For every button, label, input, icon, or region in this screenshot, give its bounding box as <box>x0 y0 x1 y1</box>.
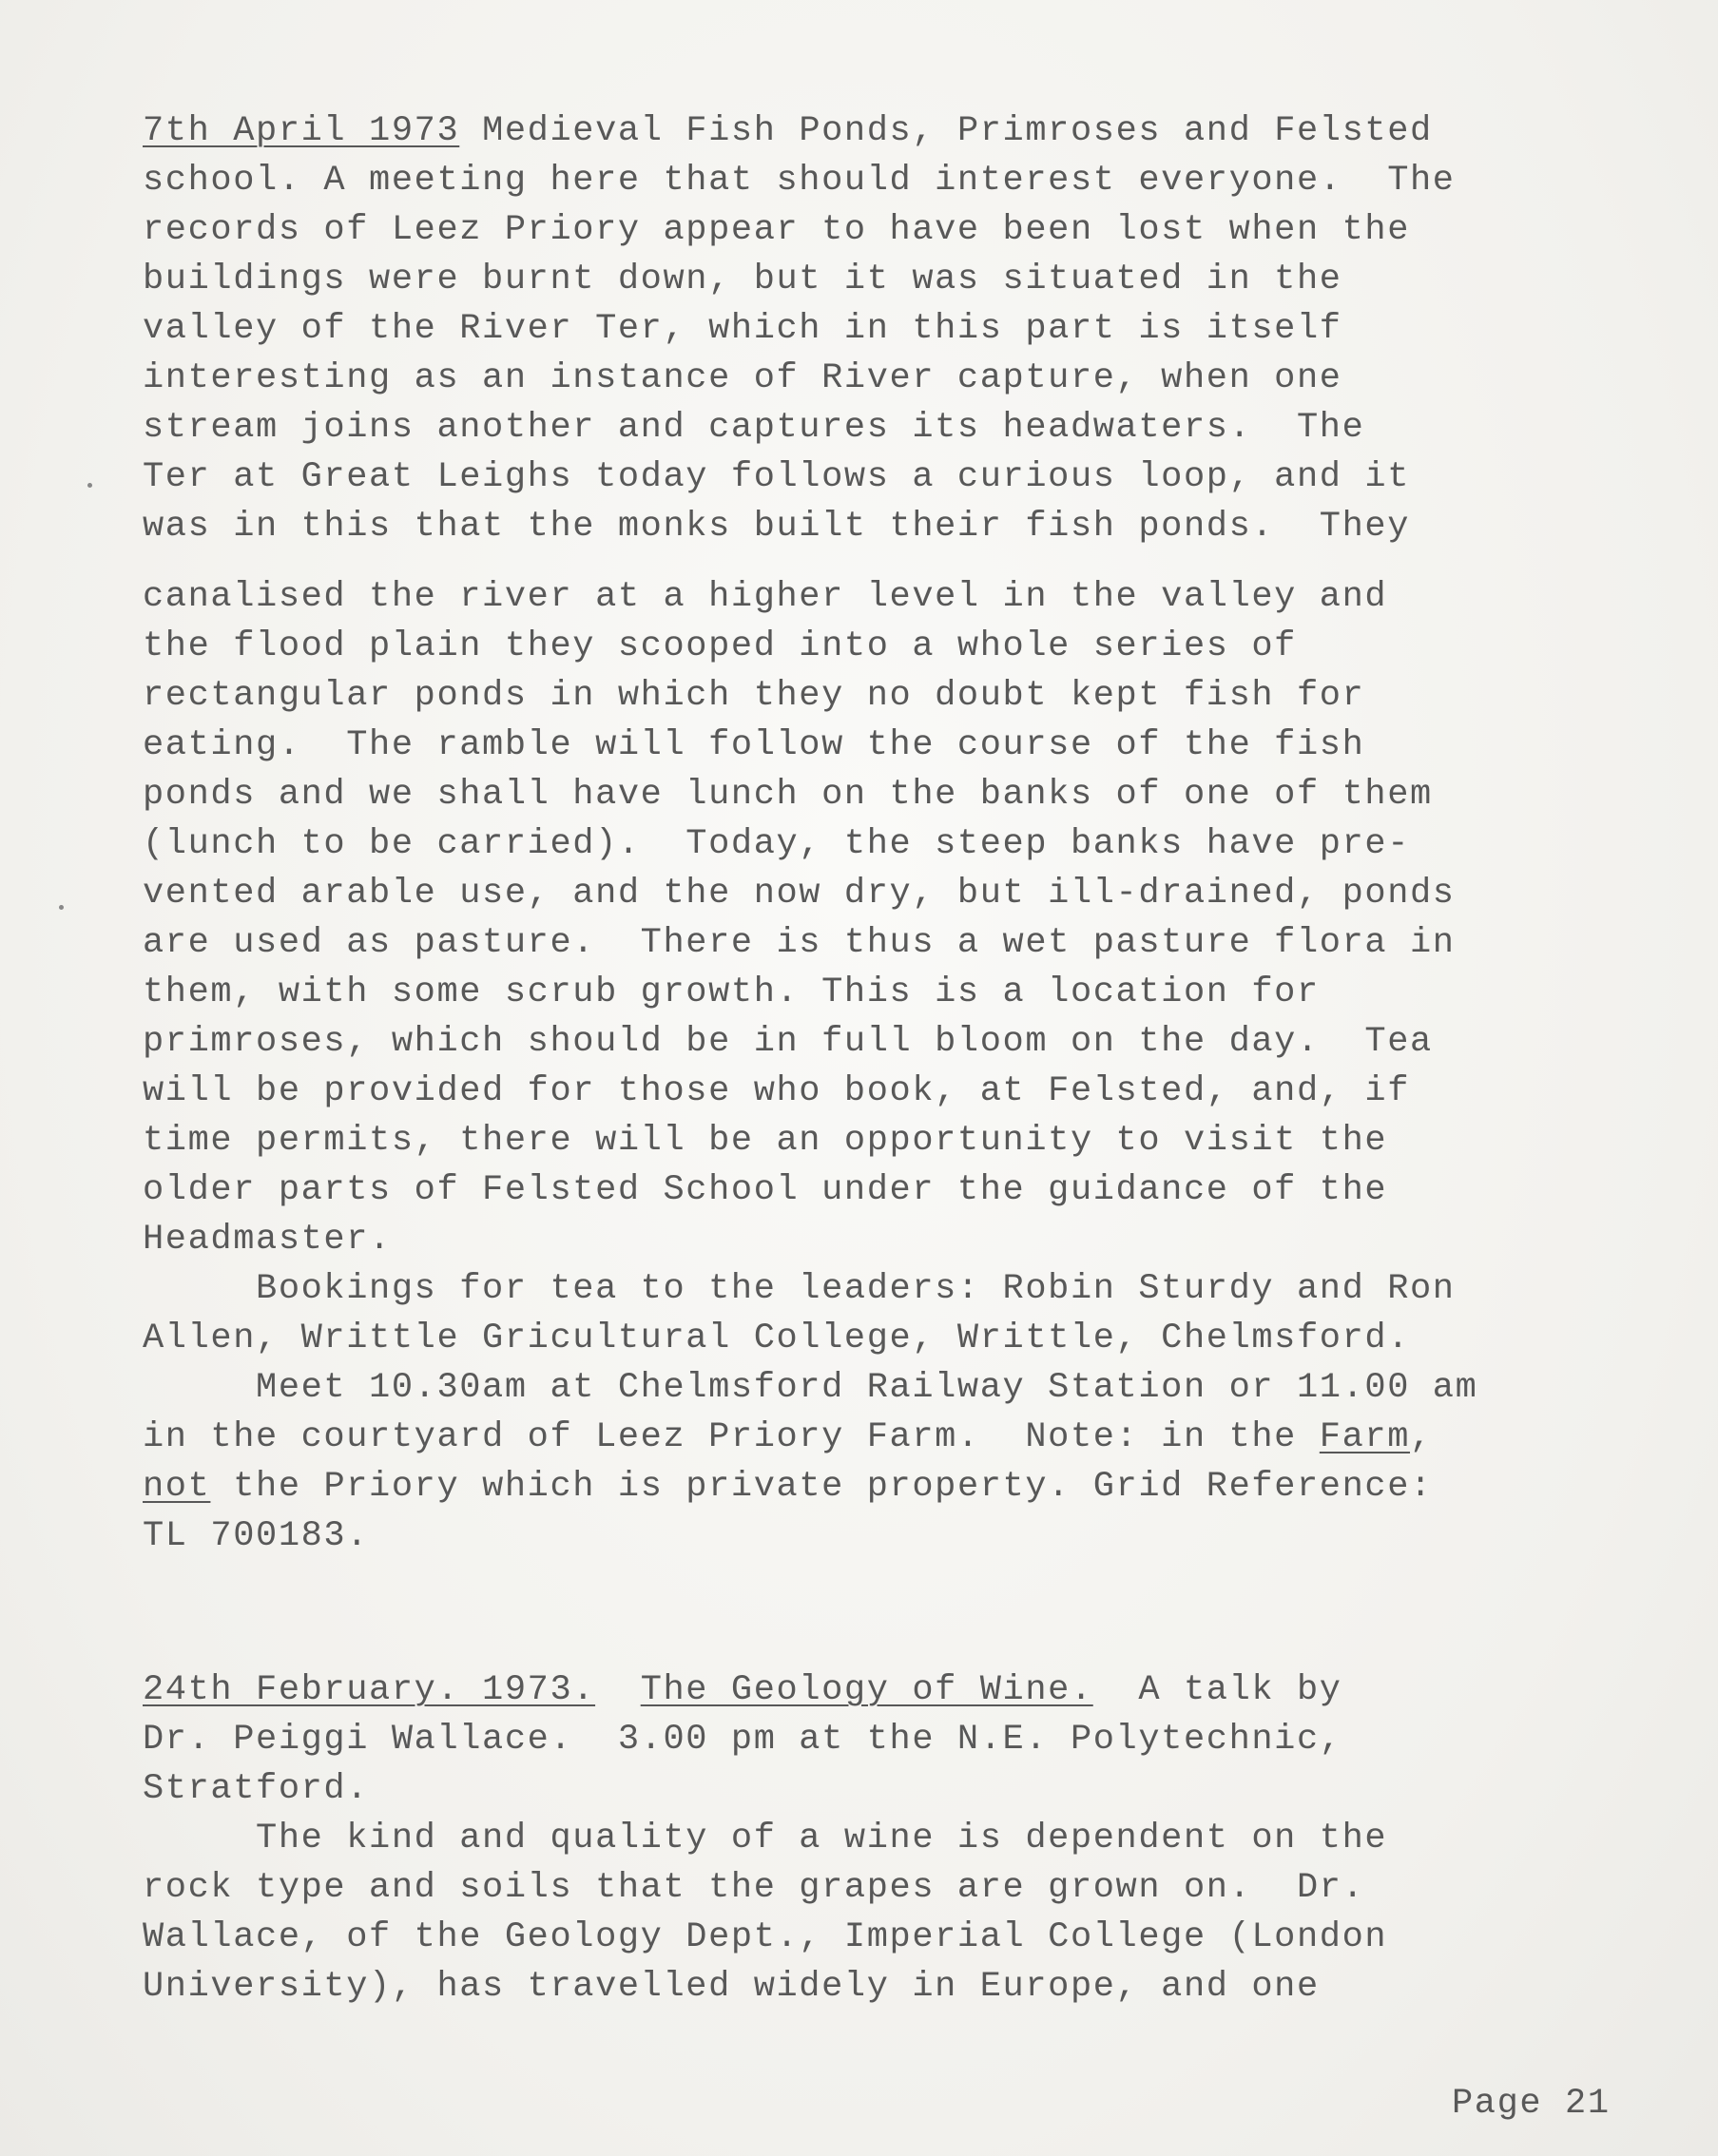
body-line: eating. The ramble will follow the course of the fish <box>143 725 1365 765</box>
body-line: records of Leez Priory appear to have been lost when the <box>143 210 1411 250</box>
body-text: the Priory which is private property. Grid Reference: <box>210 1467 1433 1507</box>
body-text: , <box>1410 1417 1433 1457</box>
body-line: time permits, there will be an opportunity to visit the <box>143 1121 1388 1161</box>
grid-reference: TL 700183. <box>143 1516 370 1556</box>
section-2-date: 24th February. 1973. <box>143 1670 596 1710</box>
body-line: school. A meeting here that should interest everyone. The <box>143 161 1456 201</box>
section-2-heading-suffix: A talk by <box>1092 1670 1342 1710</box>
body-line: interesting as an instance of River capture, when one <box>143 358 1342 398</box>
body-text: in the courtyard of Leez Priory Farm. Note: in the <box>143 1417 1320 1457</box>
body-line: ponds and we shall have lunch on the banks of one of them <box>143 775 1433 815</box>
body-line-not <box>143 1462 1433 1511</box>
body-line: are used as pasture. There is thus a wet pasture flora in <box>143 923 1456 963</box>
body-line: Wallace, of the Geology Dept., Imperial College (London <box>143 1917 1388 1957</box>
section-1-heading-line <box>143 106 1433 156</box>
body-line: University), has travelled widely in Europe, and one <box>143 1967 1320 2007</box>
margin-mark <box>59 905 64 910</box>
body-line: the flood plain they scooped into a whole series of <box>143 626 1297 666</box>
body-line: Bookings for tea to the leaders: Robin Sturdy and Ron <box>143 1269 1456 1309</box>
body-line: The kind and quality of a wine is dependent on the <box>143 1819 1388 1858</box>
body-line: Stratford. <box>143 1769 370 1809</box>
body-line: vented arable use, and the now dry, but ill-drained, ponds <box>143 874 1456 914</box>
page-number: Page 21 <box>1452 2084 1611 2124</box>
body-line: Dr. Peiggi Wallace. 3.00 pm at the N.E. Polytechnic, <box>143 1720 1342 1760</box>
body-line: Headmaster. <box>143 1220 392 1260</box>
body-line: (lunch to be carried). Today, the steep banks have pre- <box>143 824 1411 864</box>
not-underlined: not <box>143 1467 211 1507</box>
section-2-heading-line <box>143 1665 1342 1715</box>
section-1-title: Medieval Fish Ponds, Primroses and Felsted <box>459 111 1433 151</box>
body-line: stream joins another and captures its headwaters. The <box>143 408 1365 448</box>
body-line: canalised the river at a higher level in the valley and <box>143 577 1388 617</box>
body-line: rock type and soils that the grapes are grown on. Dr. <box>143 1868 1365 1908</box>
body-line: Ter at Great Leighs today follows a curious loop, and it <box>143 457 1411 497</box>
section-2-title: The Geology of Wine. <box>640 1670 1093 1710</box>
farm-underlined: Farm <box>1319 1417 1411 1457</box>
section-1-date: 7th April 1973 <box>143 111 460 151</box>
body-line: rectangular ponds in which they no doubt kept fish for <box>143 676 1365 716</box>
body-line: will be provided for those who book, at Felsted, and, if <box>143 1071 1411 1111</box>
body-line: buildings were burnt down, but it was situated in the <box>143 260 1342 299</box>
body-line-farm <box>143 1413 1433 1462</box>
body-line: older parts of Felsted School under the guidance of the <box>143 1170 1388 1210</box>
body-line: Meet 10.30am at Chelmsford Railway Station or 11.00 am <box>143 1368 1478 1408</box>
body-line: valley of the River Ter, which in this part is itself <box>143 309 1342 349</box>
body-line: Allen, Writtle Gricultural College, Writtle, Chelmsford. <box>143 1319 1411 1358</box>
body-line: them, with some scrub growth. This is a location for <box>143 972 1320 1012</box>
margin-mark <box>87 483 92 488</box>
body-line: was in this that the monks built their fish ponds. They <box>143 507 1411 547</box>
body-line: primroses, which should be in full bloom on the day. Tea <box>143 1022 1433 1062</box>
